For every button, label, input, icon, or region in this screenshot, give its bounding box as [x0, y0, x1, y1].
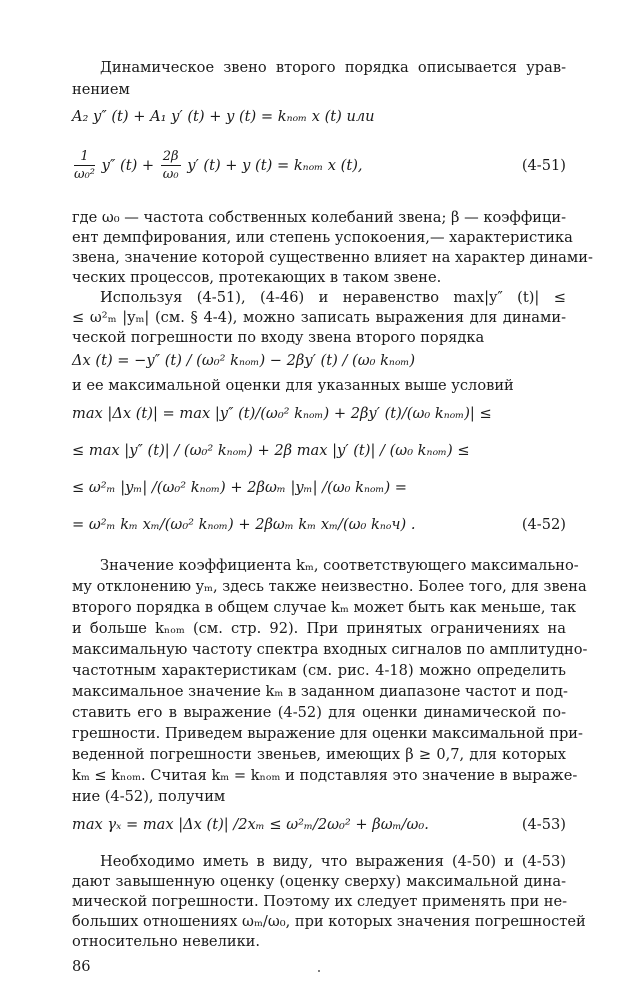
equation-main: A₂ y″ (t) + A₁ y′ (t) + y (t) = kₙₒₘ x (t) или [72, 108, 375, 125]
page-number: 86 [72, 958, 91, 975]
text-line: Необходимо иметь в виду, что выражения (4-50) и (4-53) [100, 853, 566, 870]
equation-part: y″ (t) + [101, 157, 155, 174]
text-line: ние (4-52), получим [72, 788, 226, 805]
text-line: грешности. Приведем выражение для оценки максимальной при- [72, 725, 583, 742]
text-line: относительно невелики. [72, 933, 261, 950]
text-line: и больше kₙₒₘ (см. стр. 92). При принятых ограничениях на [72, 620, 566, 637]
equation-4-52-line: max |Δx (t)| = max |y″ (t)/(ω₀² kₙₒₘ) + 2βy′ (t)/(ω₀ kₙₒₘ)| ≤ [72, 405, 492, 422]
fraction-numerator: 1 [74, 149, 95, 166]
text-line: больших отношениях ωₘ/ω₀, при которых значения погрешностей [72, 913, 586, 930]
text-line: звена, значение которой существенно влияет на характер динами- [72, 249, 593, 266]
equation-4-53: max γₓ = max |Δx (t)| /2xₘ ≤ ω²ₘ/2ω₀² + βωₘ/ω₀. [72, 816, 429, 833]
text-line: kₘ ≤ kₙₒₘ. Считая kₘ = kₙₒₘ и подставляя это значение в выраже- [72, 767, 578, 784]
fraction-numerator: 2β [162, 148, 179, 164]
text-line: максимальную частоту спектра входных сигналов по амплитудно- [72, 641, 588, 658]
text-line: Динамическое звено второго порядка описывается урав- [100, 59, 566, 76]
text-line: нением [72, 81, 130, 98]
text-line: второго порядка в общем случае kₘ может быть как меньше, так [72, 599, 577, 616]
text-line: максимальное значение kₘ в заданном диапазоне частот и под- [72, 683, 568, 700]
text-line: ент демпфирования, или степень успокоения,— характеристика [72, 229, 573, 246]
text-line: частотным характеристикам (см. рис. 4-18) можно определить [72, 662, 566, 679]
equation-number: (4-52) [521, 516, 566, 533]
fraction [161, 149, 181, 184]
fraction [74, 149, 95, 184]
text-line: и ее максимальной оценки для указанных выше условий [72, 377, 514, 394]
fraction-denominator: ω₀² [74, 166, 96, 182]
equation-number: (4-51) [521, 157, 566, 174]
print-speck [318, 970, 320, 972]
text-line: му отклонению yₘ, здесь также неизвестно. Более того, для звена [72, 578, 587, 595]
text-line: ческой погрешности по входу звена второго порядка [72, 329, 485, 346]
equation-number: (4-53) [521, 816, 566, 833]
fraction-denominator: ω₀ [162, 166, 179, 182]
equation-dx: Δx (t) = −y″ (t) / (ω₀² kₙₒₘ) − 2βy′ (t) / (ω₀ kₙₒₘ) [72, 352, 416, 369]
text-line: ≤ ω²ₘ |yₘ| (см. § 4-4), можно записать выражения для динами- [72, 309, 566, 326]
text-line: ставить его в выражение (4-52) для оценки динамической по- [72, 704, 566, 721]
text-line: Используя (4-51), (4-46) и неравенство max|y″ (t)| ≤ [100, 289, 566, 306]
text-line: где ω₀ — частота собственных колебаний звена; β — коэффици- [72, 209, 567, 226]
text-line: дают завышенную оценку (оценку сверху) максимальной дина- [72, 873, 566, 890]
equation-4-52-line: ≤ max |y″ (t)| / (ω₀² kₙₒₘ) + 2β max |y′ (t)| / (ω₀ kₙₒₘ) ≤ [72, 442, 470, 459]
equation-part: y′ (t) + y (t) = kₙₒₘ x (t), [187, 157, 363, 174]
equation-4-52-line: = ω²ₘ kₘ xₘ/(ω₀² kₙₒₘ) + 2βωₘ kₘ xₘ/(ω₀ kₙₒч) . [72, 516, 416, 533]
text-line: ческих процессов, протекающих в таком звене. [72, 269, 442, 286]
equation-4-52-line: ≤ ω²ₘ |yₘ| /(ω₀² kₙₒₘ) + 2βωₘ |yₘ| /(ω₀ kₙₒₘ) = [72, 479, 408, 496]
equation-4-51 [72, 146, 363, 186]
text-line: Значение коэффициента kₘ, соответствующего максимально- [100, 557, 579, 574]
text-line: мической погрешности. Поэтому их следует применять при не- [72, 893, 568, 910]
text-line: веденной погрешности звеньев, имеющих β ≥ 0,7, для которых [72, 746, 566, 763]
